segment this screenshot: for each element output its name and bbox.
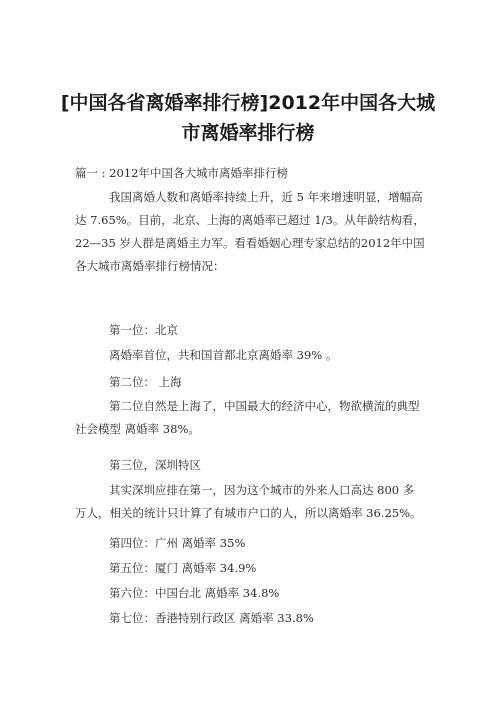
rank-2-text: 第二位自然是上海了，中国最大的经济中心，物欲横流的典型社会模型 离婚率 38%。 bbox=[75, 399, 420, 436]
document-title-line-1: [中国各省离婚率排行榜]2012年中国各大城 bbox=[60, 92, 436, 114]
rank-1-heading: 第一位：北京 bbox=[109, 323, 178, 337]
rank-4-line: 第四位：广州 离婚率 35% bbox=[109, 536, 246, 550]
rank-6-line: 第六位：中国台北 离婚率 34.8% bbox=[109, 586, 280, 600]
intro-paragraph: 我国离婚人数和离婚率持续上升，近 5 年来增速明显，增幅高达 7.65%。目前，北京、上海的离婚率已超过 1/3。从年龄结构看，22—35 岁人群是离婚主力军。看看婚姻心理专家总结的2012年中国各大城市离婚率排行榜情况： bbox=[75, 190, 425, 273]
rank-3-heading: 第三位，深圳特区 bbox=[109, 458, 201, 472]
rank-7-line: 第七位：香港特别行政区 离婚率 33.8% bbox=[109, 611, 314, 625]
rank-1-text: 离婚率首位，共和国首都北京离婚率 39% 。 bbox=[109, 348, 338, 362]
rank-2-heading: 第二位： 上海 bbox=[109, 375, 182, 389]
section-heading: 篇一 : 2012年中国各大城市离婚率排行榜 bbox=[75, 166, 288, 180]
rank-3-text: 其实深圳应排在第一，因为这个城市的外来人口高达 800 多万人，相关的统计只计算了有城市户口的人，所以离婚率 36.25%。 bbox=[75, 483, 422, 520]
document-title-line-2: 市离婚率排行榜 bbox=[181, 122, 315, 144]
rank-5-line: 第五位：厦门 离婚率 34.9% bbox=[109, 561, 257, 575]
